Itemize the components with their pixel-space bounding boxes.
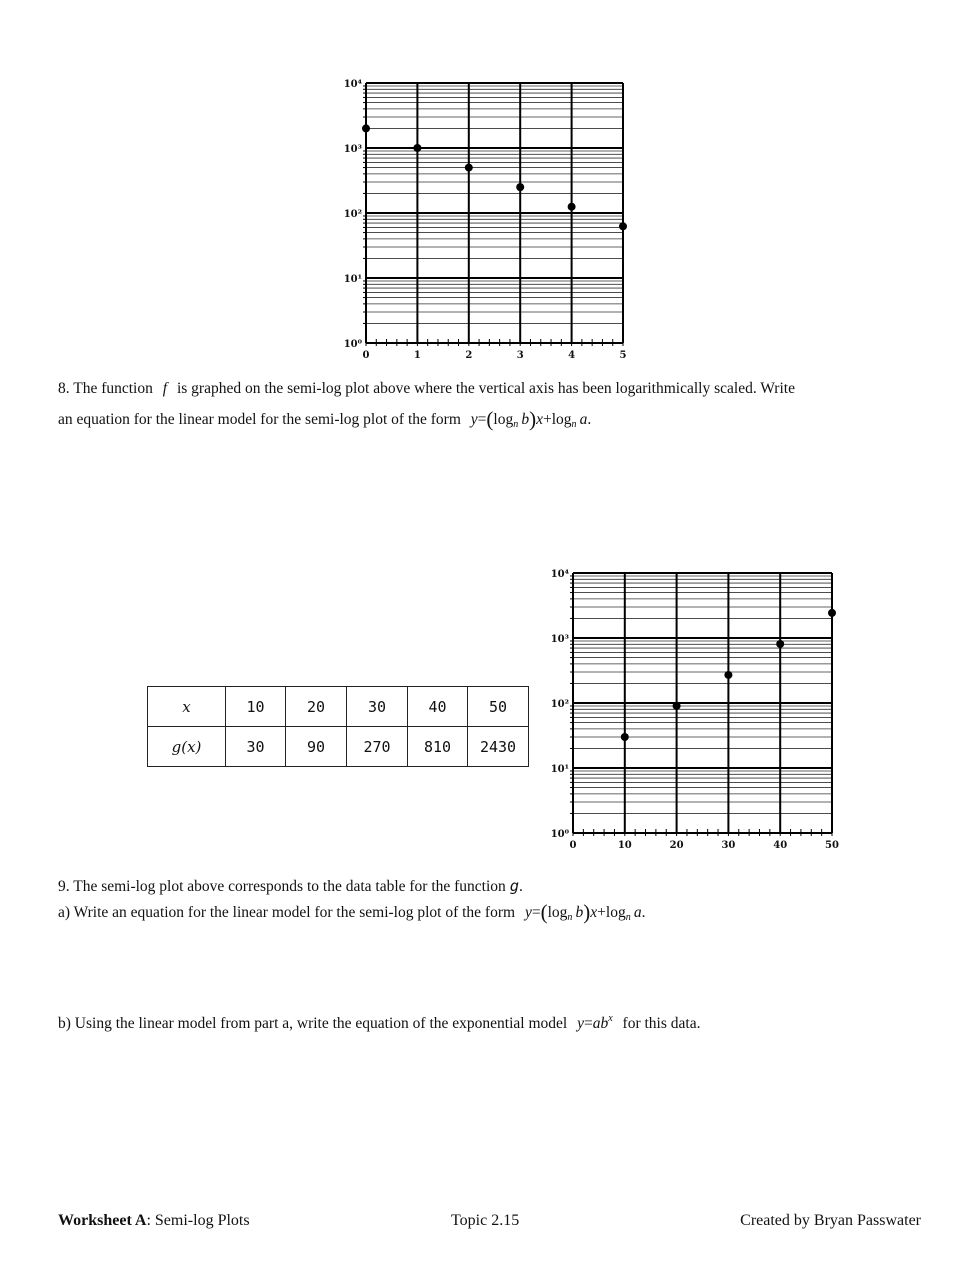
question-8-text-b: is graphed on the semi-log plot above where the vertical axis has been logarithmically scaled. Write [176, 380, 795, 397]
data-point [828, 609, 836, 617]
data-point [776, 640, 784, 648]
footer-topic: Topic 2.15 [451, 1212, 520, 1229]
function-g: g [509, 877, 520, 895]
g-label-cell: g(x) [148, 727, 226, 767]
table-cell: 270 [347, 727, 408, 767]
x-tick-label: 20 [669, 840, 684, 851]
question-9b [58, 1009, 700, 1034]
question-8-prompt: an equation for the linear model for the semi-log plot of the form [58, 411, 461, 428]
question-9a [58, 902, 645, 928]
y-tick-label: 10⁴ [343, 79, 362, 90]
question-9b-end: for this data. [622, 1015, 701, 1032]
data-point [724, 671, 732, 679]
table-cell: 30 [347, 687, 408, 727]
question-8-text-a: The function [73, 380, 153, 397]
table-row [148, 687, 529, 727]
semi-log-plot-f [330, 72, 640, 367]
x-tick-label: 1 [413, 350, 421, 361]
function-f: f [162, 380, 168, 397]
data-point [516, 183, 524, 191]
question-9a-text: a) Write an equation for the linear model for the semi-log plot of the form [58, 904, 516, 921]
data-point [362, 124, 370, 132]
question-9b-text: b) Using the linear model from part a, write the equation of the exponential model [58, 1015, 568, 1032]
y-tick-label: 10³ [343, 144, 362, 155]
question-9-intro: 9. The semi-log plot above corresponds to the data table for the function [58, 878, 506, 895]
x-tick-label: 2 [465, 350, 473, 361]
table-cell: 50 [468, 687, 529, 727]
table-cell: 30 [226, 727, 286, 767]
data-point [619, 222, 627, 230]
y-tick-label: 10¹ [343, 274, 362, 285]
question-9: 9. The semi-log plot above corresponds to the data table for the function g. [58, 877, 523, 895]
table-row [148, 727, 529, 767]
data-point [413, 144, 421, 152]
y-tick-label: 10¹ [550, 764, 569, 775]
y-tick-label: 10⁴ [550, 569, 569, 580]
footer-credit: Created by Bryan Passwater [740, 1212, 921, 1229]
x-tick-label: 0 [569, 840, 577, 851]
x-tick-label: 0 [362, 350, 370, 361]
table-cell: 810 [408, 727, 468, 767]
x-tick-label: 10 [617, 840, 632, 851]
table-cell: 90 [286, 727, 347, 767]
table-cell: 40 [408, 687, 468, 727]
data-point [465, 164, 473, 172]
table-cell: 2430 [468, 727, 529, 767]
question-8 [58, 379, 795, 399]
data-point [673, 702, 681, 710]
x-tick-label: 50 [825, 840, 839, 851]
footer-title [58, 1212, 250, 1230]
linear-model-form-9a: $y=(\log_n$ $b)x+\log_n$ a. [524, 900, 646, 924]
semi-log-plot-g [538, 562, 858, 857]
data-point [621, 733, 629, 741]
x-tick-label: 30 [721, 840, 736, 851]
x-tick-label: 40 [773, 840, 788, 851]
exponential-model-form: $y=ab^x$ [577, 1013, 613, 1032]
data-point [568, 203, 576, 211]
linear-model-form: $y=(\log_n$ $b)x+\log_n$ a. [470, 407, 592, 431]
x-tick-label: 4 [568, 350, 576, 361]
y-tick-label: 10² [550, 699, 569, 710]
y-tick-label: 10⁰ [343, 339, 362, 350]
y-tick-label: 10² [343, 209, 362, 220]
x-tick-label: 5 [619, 350, 627, 361]
data-table-g [147, 686, 529, 767]
y-tick-label: 10⁰ [550, 829, 569, 840]
worksheet-label: Worksheet A [58, 1212, 147, 1229]
table-cell: 10 [226, 687, 286, 727]
x-tick-label: 3 [516, 350, 524, 361]
question-8-number: 8. [58, 380, 70, 397]
table-cell: 20 [286, 687, 347, 727]
question-8-line-2 [58, 409, 591, 435]
worksheet-subtitle: : Semi-log Plots [146, 1212, 250, 1229]
x-label-cell: x [148, 687, 226, 727]
y-tick-label: 10³ [550, 634, 569, 645]
